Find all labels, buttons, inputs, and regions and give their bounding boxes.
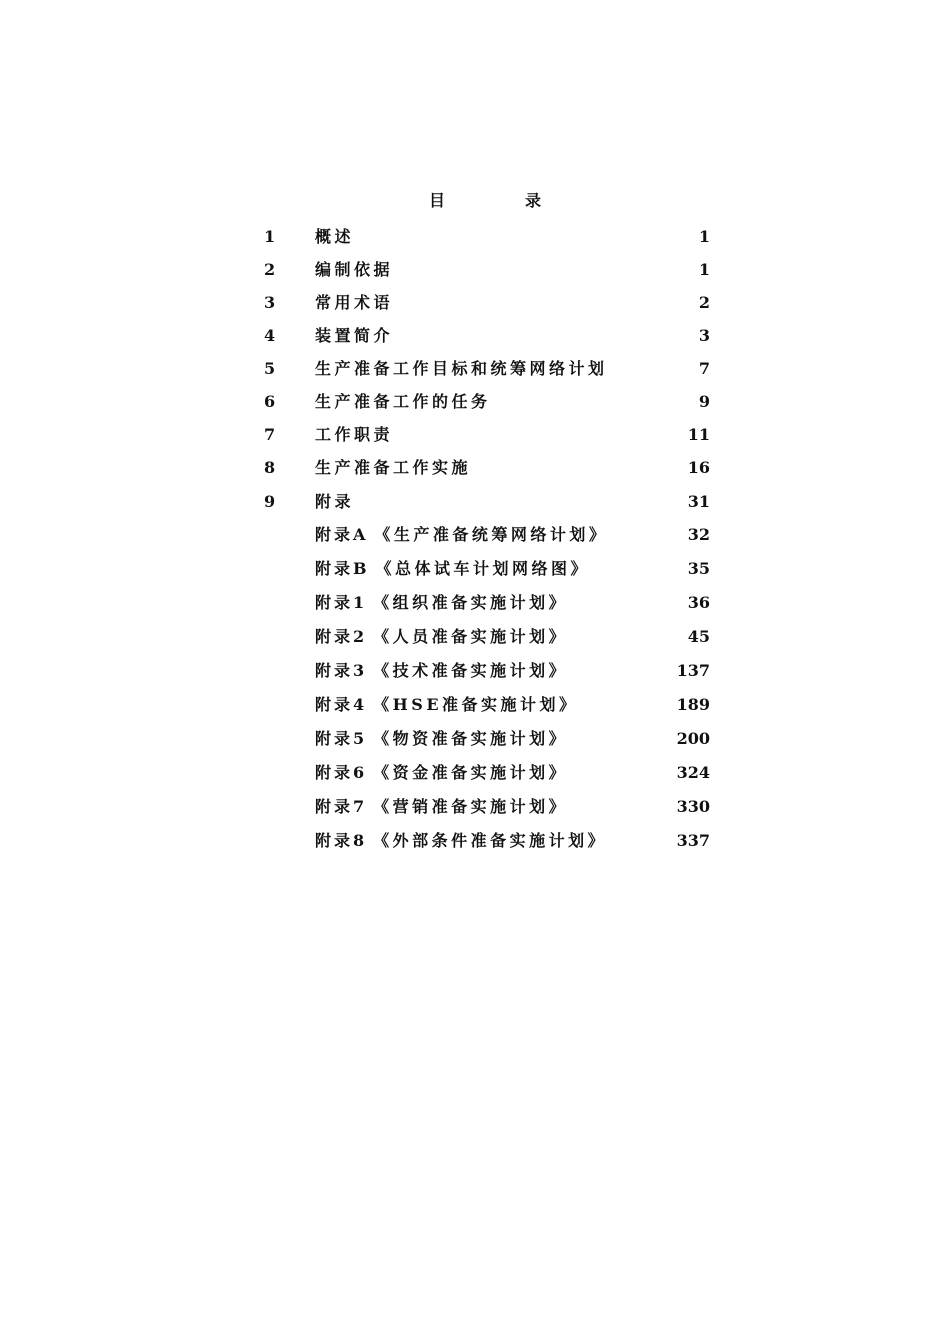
toc-appendix-page: 137 <box>676 661 710 680</box>
toc-entry-title: 常用术语 <box>315 293 394 312</box>
toc-entry-3[interactable] <box>0 292 950 314</box>
toc-appendix-title: 《HSE准备实施计划》 <box>373 695 579 714</box>
toc-appendix-label: 附录2 <box>315 627 368 646</box>
toc-entry-title: 生产准备工作目标和统筹网络计划 <box>315 359 608 378</box>
toc-appendix-2[interactable] <box>0 626 950 648</box>
toc-appendix-title: 《生产准备统筹网络计划》 <box>374 525 609 544</box>
toc-appendix-page: 324 <box>676 763 710 782</box>
toc-entry-4[interactable] <box>0 325 950 347</box>
toc-appendix-4[interactable] <box>0 694 950 716</box>
toc-appendix-page: 330 <box>676 797 710 816</box>
toc-entry-title: 附录 <box>315 492 355 511</box>
toc-appendix-8[interactable] <box>0 830 950 852</box>
toc-appendix-3[interactable] <box>0 660 950 682</box>
toc-appendix-7[interactable] <box>0 796 950 818</box>
toc-entry-page: 31 <box>687 492 710 511</box>
toc-entry-5[interactable] <box>0 358 950 380</box>
toc-appendix-title: 《总体试车计划网络图》 <box>375 559 591 578</box>
toc-appendix-5[interactable] <box>0 728 950 750</box>
toc-appendix-title: 《组织准备实施计划》 <box>373 593 569 612</box>
toc-appendix-title-group <box>315 592 568 614</box>
toc-appendix-label: 附录B <box>315 559 370 578</box>
toc-appendix-title: 《资金准备实施计划》 <box>373 763 569 782</box>
toc-entry-page: 7 <box>698 359 710 378</box>
toc-entry-2[interactable] <box>0 259 950 281</box>
toc-entry-1[interactable] <box>0 226 950 248</box>
toc-appendix-title-group <box>315 796 568 818</box>
page-title-part-1: 目 <box>429 191 446 210</box>
toc-appendix-label: 附录A <box>315 525 369 544</box>
toc-appendix-title-group <box>315 762 568 784</box>
toc-appendix-b[interactable] <box>0 558 950 580</box>
toc-entry-title: 生产准备工作实施 <box>315 458 472 477</box>
toc-appendix-page: 36 <box>687 593 710 612</box>
toc-entry-page: 1 <box>698 260 710 279</box>
toc-entry-title: 工作职责 <box>315 425 394 444</box>
toc-entry-9[interactable] <box>0 491 950 513</box>
toc-entry-number: 2 <box>264 260 276 279</box>
toc-entry-title: 装置简介 <box>315 326 394 345</box>
toc-appendix-label: 附录5 <box>315 729 368 748</box>
toc-entry-number: 1 <box>264 227 276 246</box>
toc-appendix-title-group <box>315 830 607 852</box>
toc-entry-page: 1 <box>698 227 710 246</box>
toc-entry-page: 9 <box>698 392 710 411</box>
toc-entry-page: 11 <box>687 425 710 444</box>
toc-entry-number: 3 <box>264 293 276 312</box>
toc-entry-title: 概述 <box>315 227 355 246</box>
toc-appendix-page: 35 <box>687 559 710 578</box>
toc-entry-8[interactable] <box>0 457 950 479</box>
toc-appendix-title-group <box>315 728 568 750</box>
toc-entry-number: 9 <box>264 492 276 511</box>
toc-entry-number: 7 <box>264 425 276 444</box>
toc-appendix-title: 《人员准备实施计划》 <box>373 627 569 646</box>
toc-appendix-label: 附录6 <box>315 763 368 782</box>
toc-appendix-page: 32 <box>687 525 710 544</box>
toc-appendix-label: 附录4 <box>315 695 368 714</box>
toc-appendix-6[interactable] <box>0 762 950 784</box>
toc-entry-number: 8 <box>264 458 276 477</box>
toc-appendix-label: 附录8 <box>315 831 368 850</box>
toc-appendix-title: 《外部条件准备实施计划》 <box>373 831 608 850</box>
toc-appendix-title-group <box>315 558 590 580</box>
toc-entry-page: 3 <box>698 326 710 345</box>
toc-entry-page: 2 <box>698 293 710 312</box>
toc-appendix-label: 附录3 <box>315 661 368 680</box>
toc-appendix-title-group <box>315 660 568 682</box>
toc-appendix-title: 《物资准备实施计划》 <box>373 729 569 748</box>
toc-appendix-title: 《营销准备实施计划》 <box>373 797 569 816</box>
toc-appendix-page: 45 <box>687 627 710 646</box>
toc-appendix-1[interactable] <box>0 592 950 614</box>
toc-entry-6[interactable] <box>0 391 950 413</box>
toc-entry-number: 4 <box>264 326 276 345</box>
toc-entry-number: 6 <box>264 392 276 411</box>
toc-entry-number: 5 <box>264 359 276 378</box>
toc-appendix-label: 附录1 <box>315 593 368 612</box>
toc-appendix-title-group <box>315 694 579 716</box>
toc-appendix-a[interactable] <box>0 524 950 546</box>
toc-appendix-title-group <box>315 524 608 546</box>
toc-appendix-label: 附录7 <box>315 797 368 816</box>
toc-appendix-title: 《技术准备实施计划》 <box>373 661 569 680</box>
toc-appendix-page: 200 <box>676 729 710 748</box>
toc-appendix-page: 189 <box>676 695 710 714</box>
toc-appendix-page: 337 <box>676 831 710 850</box>
page-title-part-2: 录 <box>525 191 542 210</box>
toc-entry-title: 编制依据 <box>315 260 394 279</box>
toc-entry-title: 生产准备工作的任务 <box>315 392 491 411</box>
toc-entry-7[interactable] <box>0 424 950 446</box>
toc-entry-page: 16 <box>687 458 710 477</box>
toc-appendix-title-group <box>315 626 568 648</box>
